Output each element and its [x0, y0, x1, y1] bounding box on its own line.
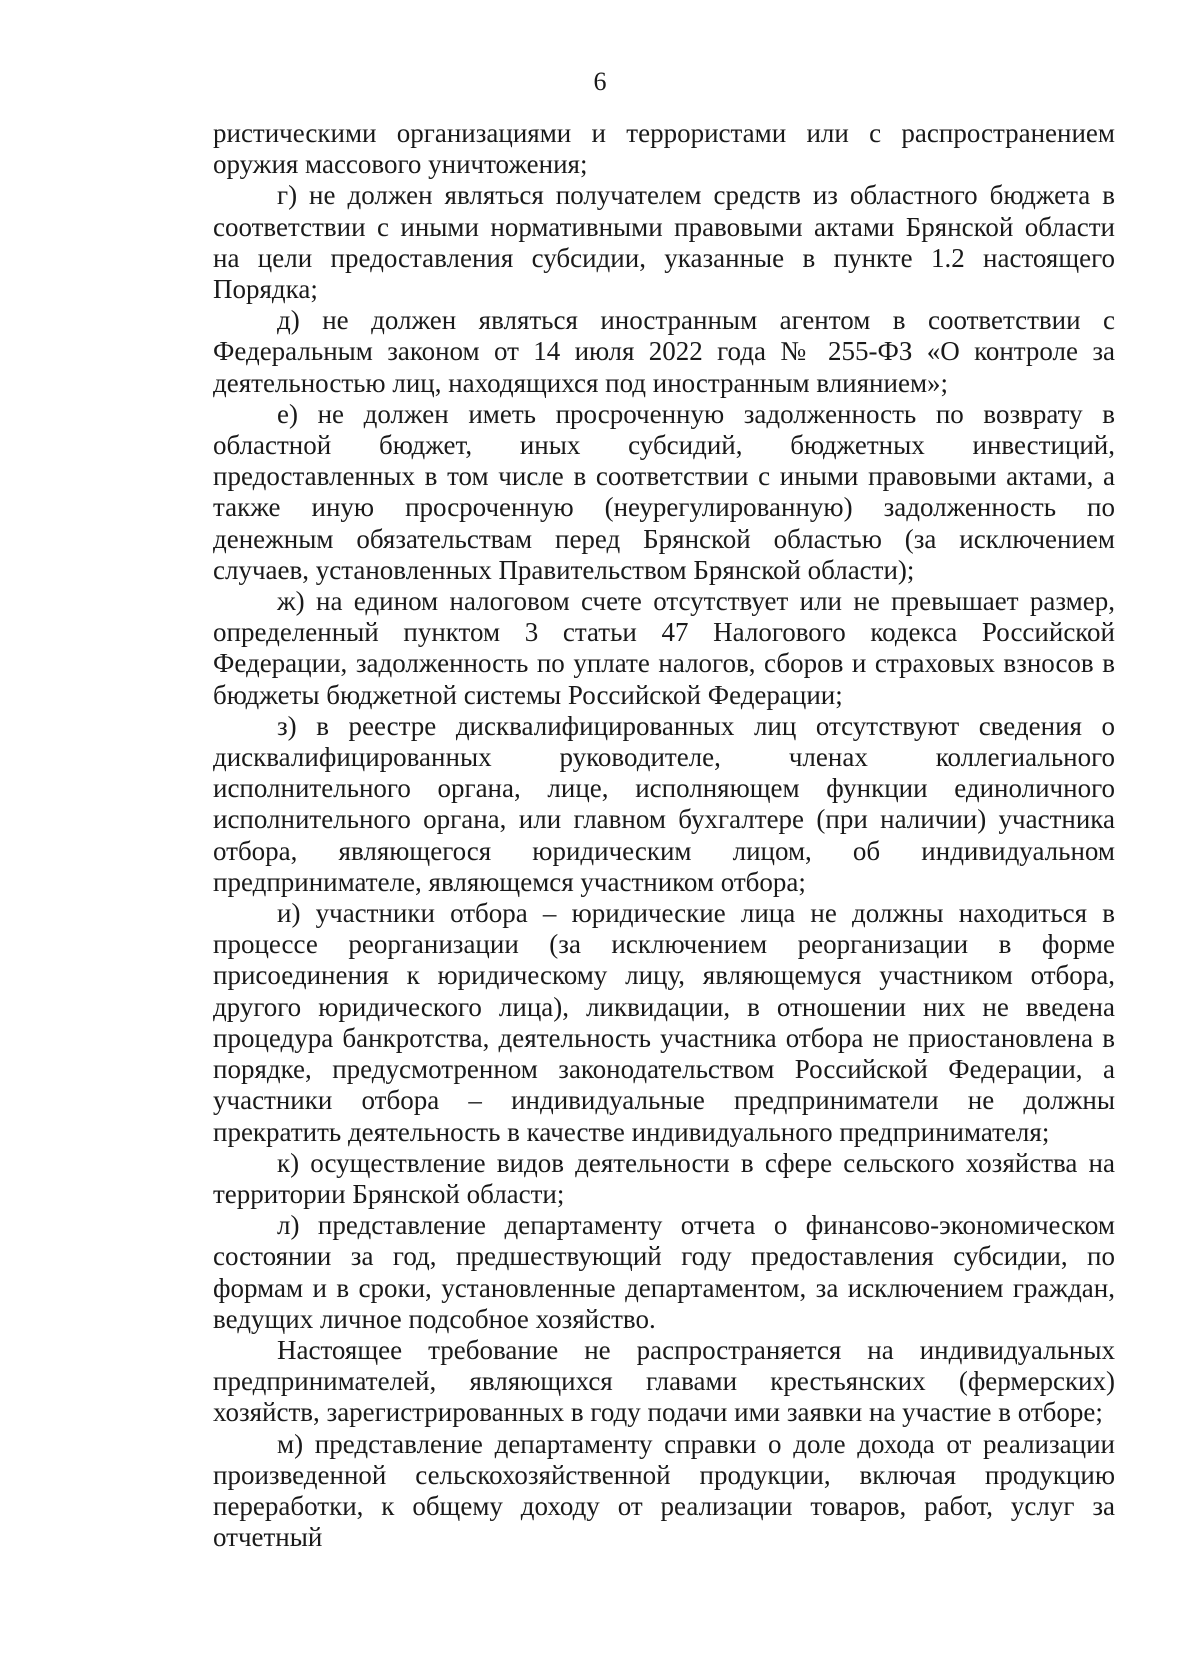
paragraph-item-i: и) участники отбора – юридические лица не должны находиться в процессе реорганизации (за исключением реорганизации в форме присоединения к юридическому лицу, являющемуся участником отбора, другого юридического лица), ликвидации, в отношении них не введена процедура банкротства, деятельность участника отбора не приостановлена в порядке, предусмотренном законодательством Российской Федерации, а участники отбора – индивидуальные предприниматели не должны прекратить деятельность в качестве индивидуального предпринимателя;: [213, 898, 1115, 1147]
paragraph-item-l: л) представление департаменту отчета о финансово-экономическом состоянии за год, предшествующий году предоставления субсидии, по формам и в сроки, установленные департаментом, за исключением граждан, ведущих личное подсобное хозяйство.: [213, 1210, 1115, 1334]
paragraph-item-z: з) в реестре дисквалифицированных лиц отсутствуют сведения о дисквалифицированных руководителе, членах коллегиального исполнительного органа, лице, исполняющем функции единоличного исполнительного органа, или главном бухгалтере (при наличии) участника отбора, являющегося юридическим лицом, об индивидуальном предпринимателе, являющемся участником отбора;: [213, 710, 1115, 897]
document-body: [213, 118, 1115, 1553]
paragraph-item-g: г) не должен являться получателем средств из областного бюджета в соответствии с иными нормативными правовыми актами Брянской области на цели предоставления субсидии, указанные в пункте 1.2 настоящего Порядка;: [213, 180, 1115, 305]
paragraph-item-m: м) представление департаменту справки о доле дохода от реализации произведенной сельскохозяйственной продукции, включая продукцию переработки, к общему доходу от реализации товаров, работ, услуг за отчетный: [213, 1428, 1115, 1553]
paragraph-item-e: е) не должен иметь просроченную задолженность по возврату в областной бюджет, иных субсидий, бюджетных инвестиций, предоставленных в том числе в соответствии с иными правовыми актами, а также иную просроченную (неурегулированную) задолженность по денежным обязательствам перед Брянской областью (за исключением случаев, установленных Правительством Брянской области);: [213, 398, 1115, 585]
paragraph-item-k: к) осуществление видов деятельности в сфере сельского хозяйства на территории Брянской области;: [213, 1147, 1115, 1209]
page-number: 6: [593, 67, 607, 96]
paragraph-item-zh: ж) на едином налоговом счете отсутствует или не превышает размер, определенный пунктом 3 статьи 47 Налогового кодекса Российской Федерации, задолженность по уплате налогов, сборов и страховых взносов в бюджеты бюджетной системы Российской Федерации;: [213, 586, 1115, 710]
paragraph-exception-note: Настоящее требование не распространяется на индивидуальных предпринимателей, являющихся главами крестьянских (фермерских) хозяйств, зарегистрированных в году подачи ими заявки на участие в отборе;: [213, 1334, 1115, 1428]
paragraph-continuation: ристическими организациями и террористами или с распространением оружия массового уничтожения;: [213, 118, 1115, 180]
paragraph-item-d: д) не должен являться иностранным агентом в соответствии с Федеральным законом от 14 июля 2022 года № 255-ФЗ «О контроле за деятельностью лиц, находящихся под иностранным влиянием»;: [213, 305, 1115, 398]
